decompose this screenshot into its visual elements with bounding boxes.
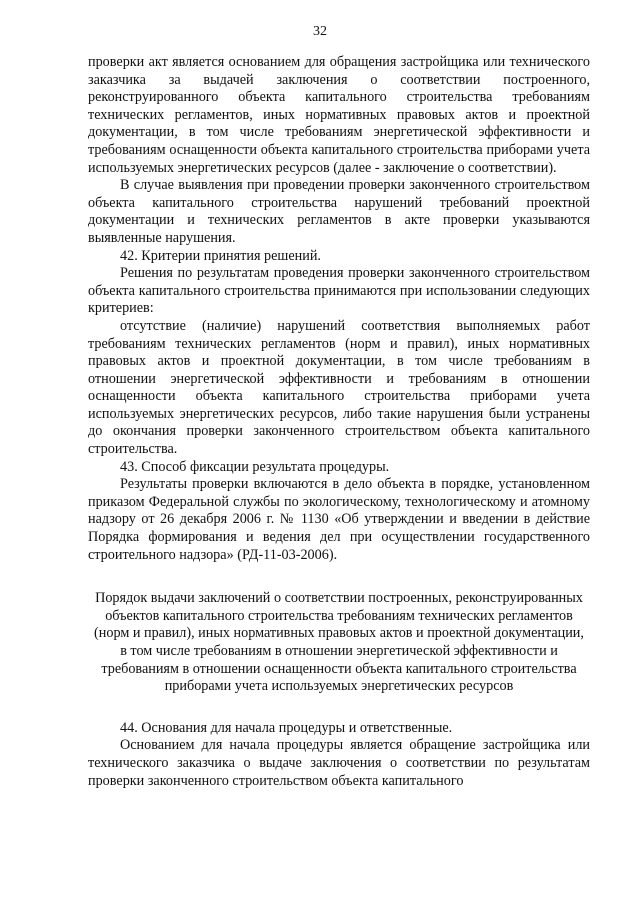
clause-heading-42: 42. Критерии принятия решений. [120, 247, 321, 264]
page-number: 32 [313, 24, 327, 39]
paragraph: Решения по результатам проведения проверки законченного строительством объекта капитального строительства принимаются при использовании следующих критериев: [88, 265, 590, 317]
clause-heading-44: 44. Основания для начала процедуры и ответственные. [120, 719, 453, 736]
paragraph: Основанием для начала процедуры является обращение застройщика или технического заказчика о выдаче заключения о соответствии по результатам проверки законченного строительством объекта капитального [88, 737, 590, 789]
paragraph: В случае выявления при проведении проверки законченного строительством объекта капитального строительства нарушений требований проектной документации и технических регламентов в акте проверки указываются выявленные нарушения. [88, 177, 590, 246]
document-body [88, 54, 590, 790]
section-heading: Порядок выдачи заключений о соответствии построенных, реконструированных объектов капитального строительства требованиям технических регламентов (норм и правил), иных нормативных правовых актов и проектной документации, в том числе требованиям в отношении энергетической эффективности и требованиям в отношении оснащенности объекта капитального строительства приборами учета используемых энергетических ресурсов [94, 590, 584, 695]
paragraph: отсутствие (наличие) нарушений соответствия выполняемых работ требованиям технических регламентов (норм и правил), иных нормативных правовых актов и проектной документации, в том числе требованиям в отношении энергетической эффективности и требованиям в отношении оснащенности объекта капитального строительства приборами учета используемых энергетических ресурсов, либо такие нарушения были устранены до окончания проверки законченного строительством объекта капитального строительства. [88, 317, 590, 458]
paragraph: проверки акт является основанием для обращения застройщика или технического заказчика за выдачей заключения о соответствии построенного, реконструированного объекта капитального строительства требованиям технических регламентов, иных нормативных правовых актов и проектной документации, в том числе требованиям энергетической эффективности и требованиям оснащенности объекта капитального строительства приборами учета используемых энергетических ресурсов (далее - заключение о соответствии). [88, 54, 590, 176]
paragraphs-after-heading [88, 720, 590, 790]
paragraph: Результаты проверки включаются в дело объекта в порядке, установленном приказом Федеральной службы по экологическому, технологическому и атомному надзору от 26 декабря 2006 г. № 1130 «Об утверждении и введении в действие Порядка формирования и ведения дел при осуществлении государственного строительного надзора» (РД-11-03-2006). [88, 476, 590, 563]
paragraphs-before-heading [88, 54, 590, 564]
clause-heading-43: 43. Способ фиксации результата процедуры. [120, 458, 390, 475]
